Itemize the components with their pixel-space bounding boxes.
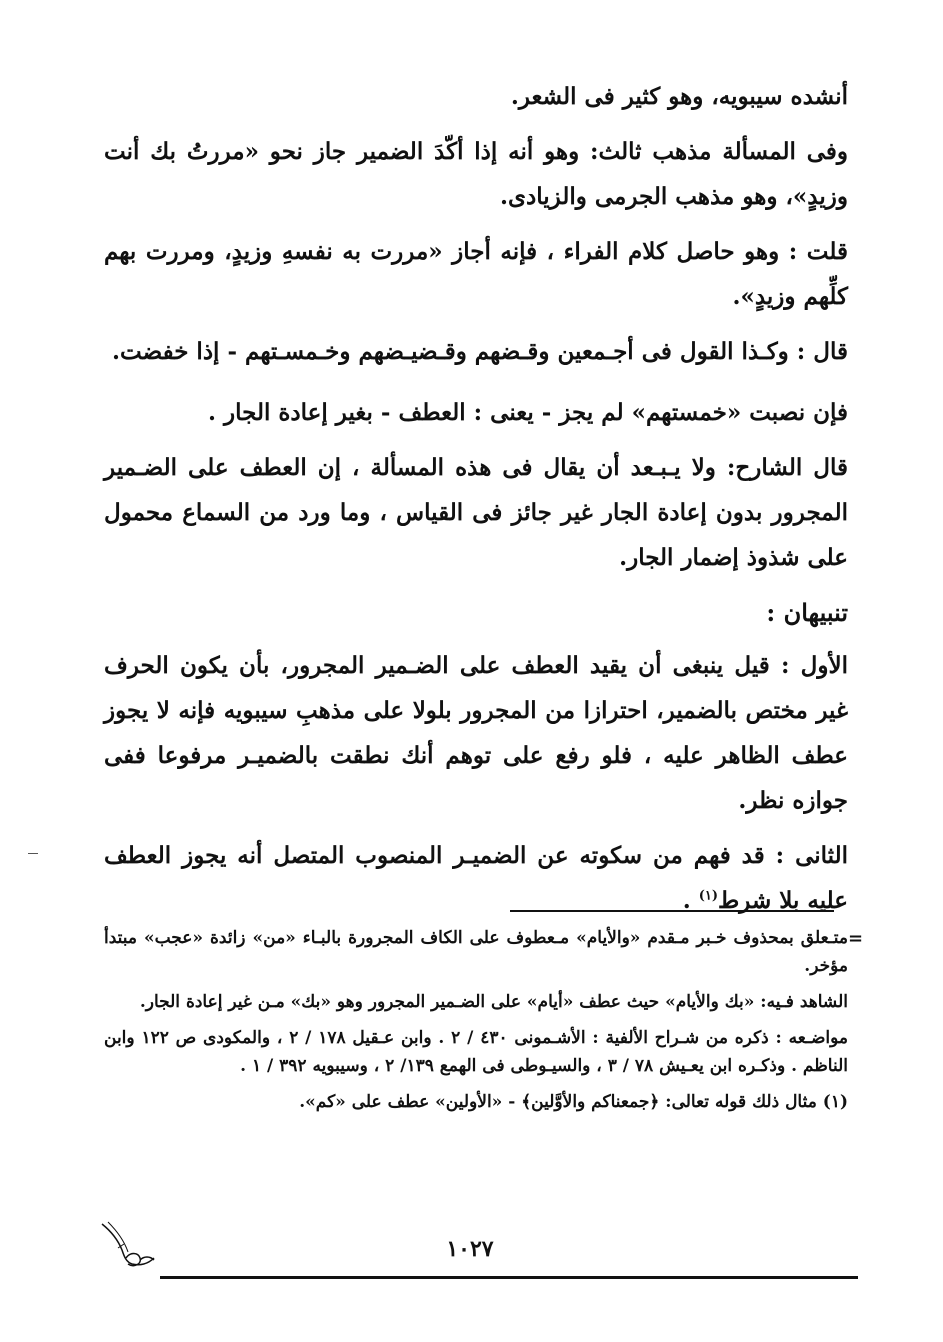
page-number: ١٠٢٧ xyxy=(446,1236,494,1262)
footnotes xyxy=(104,924,848,1124)
paragraph-first-note xyxy=(104,643,848,823)
second-note-end: . xyxy=(682,887,699,914)
footnote-4: (١) مثال ذلك قوله تعالى: ﴿جمعناكم والأوَّلين﴾ - «الأولين» عطف على «كم». xyxy=(299,1092,848,1112)
first-note-text: قيل ينبغى أن يقيد العطف على الضـمير المجرور، بأن يكون الحرف غير مختص بالضمير، احترازا من المجرور بلولا على مذهبِ سيبويه فإنه لا يجوز عطف الظاهر عليه ، فلو رفع على توهم أنك نطقت بالضميـر مرفوعا ففى جوازه نظر. xyxy=(104,652,848,814)
margin-dash xyxy=(28,853,38,854)
main-text xyxy=(104,74,848,933)
footnote-1: متـعلق بمحذوف خـبر مـقدم «والأيام» مـعطوف على الكاف المجرورة بالبـاء «من» زائدة «عجب» مبتدأ مؤخر. xyxy=(104,928,848,976)
second-note-lead: الثانى : xyxy=(775,842,848,869)
footnote-separator xyxy=(510,910,834,912)
paragraph-4: قال : وكـذا القول فى أجـمعين وقـضهم وقـضيـضهم وخـمسـتهم - إذا خفضت. xyxy=(112,338,848,365)
footnote-3: مواضـعه : ذكره من شـراح الألفية : الأشـمونى ٤٣٠ / ٢ . وابن عـقيل ١٧٨ / ٢ ، والمكودى ص ١٢٢ وابن الناظم . وذكـره ابن يعـيش ٧٨ / ٣ ، والسيـوطى فى الهمع ١٣٩/ ٢ ، وسيبويه ٣٩٢ / ١ . xyxy=(104,1028,849,1076)
paragraph-5: فإن نصبت «خمستهم» لم يجز - يعنى : العطف - بغير إعادة الجار . xyxy=(207,399,848,426)
footnote-continuation-mark: = xyxy=(848,928,864,949)
hand-drawn-mark-icon xyxy=(96,1218,160,1274)
paragraph-6: قال الشارح: ولا يـبـعد أن يقال فى هذه المسألة ، إن العطف على الضـمير المجرور بدون إعادة الجار غير جائز فى القياس ، وما ورد من السماع محمول على شذوذ إضمار الجار. xyxy=(104,454,848,571)
second-note-text: قد فهم من سكوته عن الضميـر المنصوب المتصل أنه يجوز العطف عليه بلا شرط xyxy=(104,842,848,914)
paragraph-3: قلت : وهو حاصل كلام الفراء ، فإنه أجاز «مررت به نفسهِ وزيدٍ، ومررت بهم كلِّهم وزيدٍ». xyxy=(104,238,848,310)
first-note-lead: الأول : xyxy=(780,652,849,679)
paragraph-2: وفى المسألة مذهب ثالث: وهو أنه إذا أكّدَ الضمير جاز نحو «مررتُ بك أنت وزيدٍ»، وهو مذهب الجرمى والزيادى. xyxy=(104,138,848,210)
section-heading: تنبيهان : xyxy=(766,598,848,627)
footnote-2: الشاهد فـيه: «بك والأيام» حيث عطف «أيام» على الضـمير المجرور وهو «بك» مـن غير إعادة الجار. xyxy=(139,992,848,1012)
footnote-reference: (١) xyxy=(698,888,719,904)
bottom-rule xyxy=(160,1276,858,1279)
paragraph-1: أنشده سيبويه، وهو كثير فى الشعر. xyxy=(510,83,848,110)
